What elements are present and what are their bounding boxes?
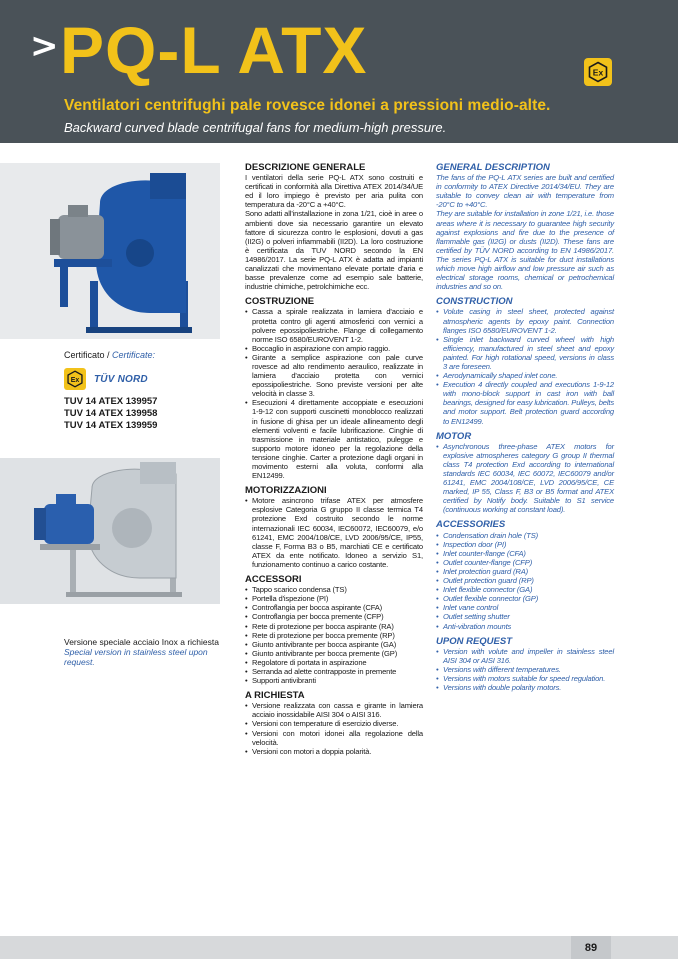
- tuv-nord-logo: TÜV NORD: [94, 373, 148, 385]
- english-column: [436, 163, 614, 692]
- list-item: • Versioni con temperature di esercizio diverse.: [245, 719, 423, 728]
- list-item: • Outlet setting shutter: [436, 612, 614, 621]
- cert-logos: [64, 366, 214, 392]
- cert-codes: [64, 396, 214, 432]
- bullet-list: [245, 585, 423, 685]
- product-title: PQ-L ATX: [60, 13, 368, 87]
- section-title: DESCRIZIONE GENERALE: [245, 162, 366, 173]
- list-item: • Regolatore di portata in aspirazione: [245, 658, 423, 667]
- list-item: • Versioni con motori a doppia polarità.: [245, 747, 423, 756]
- list-item: • Versions with different temperatures.: [436, 665, 614, 674]
- fan-photo-blue: [0, 163, 220, 339]
- bullet-list: [245, 496, 423, 569]
- bullet-list: [245, 307, 423, 480]
- section-title: GENERAL DESCRIPTION: [436, 162, 550, 173]
- left-column: [0, 163, 220, 923]
- bullet-list: [436, 531, 614, 631]
- list-item: • Esecuzioni 4 direttamente accoppiate e esecuzioni 1-9-12 con supporti cuscinetti monoblocco realizzati in fusione di ghisa per un ideale allineamento degli elementi volventi e facile lubrificazione. Cinghie di trasmissione in materiale antistatico, pulegge e supporto motore idoneo per la regolazione della tensione cinghie. Carter a protezione dagli organi in movimento esterni alla voluta, conformi alla EN12499.: [245, 398, 423, 480]
- list-item: • Outlet counter-flange (CFP): [436, 558, 614, 567]
- stainless-caption: Versione speciale acciaio Inox a richiesta Special version in stainless steel upon request.: [64, 637, 219, 667]
- atex-logo-icon: [64, 368, 86, 390]
- page-header: [0, 0, 678, 143]
- list-item: • Versioni con motori idonei alla regolazione della velocità.: [245, 729, 423, 747]
- list-item: • Boccaglio in aspirazione con ampio raggio.: [245, 344, 423, 353]
- bullet-list: [436, 307, 614, 425]
- list-item: • Volute casing in steel sheet, protected against atmospheric agents by epoxy paint. Connection flanges ISO 6580/EUROVENT 1-2.: [436, 307, 614, 334]
- list-item: • Single inlet backward curved wheel with high efficiency, manufactured in steel sheet and epoxy painted. For high rotational speed, versions in class 3 are foreseen.: [436, 335, 614, 371]
- list-item: • Version with volute and impeller in stainless steel AISI 304 or AISI 316.: [436, 647, 614, 665]
- paragraph: The fans of the PQ-L ATX series are built and certified in conformity to ATEX Directive 2014/34/EU. They are suitable to convey clean air with temperature from -20°C to +40°C.: [436, 173, 614, 210]
- italian-column: [245, 163, 423, 756]
- subtitle-english: Backward curved blade centrifugal fans for medium-high pressure.: [64, 120, 447, 135]
- bullet-list: [436, 647, 614, 692]
- list-item: • Versions with double polarity motors.: [436, 683, 614, 692]
- page-footer: [0, 936, 678, 959]
- list-item: • Tappo scarico condensa (TS): [245, 585, 423, 594]
- cert-code: TUV 14 ATEX 139959: [64, 420, 158, 431]
- section-title: A RICHIESTA: [245, 690, 305, 702]
- list-item: • Outlet flexible connector (GP): [436, 594, 614, 603]
- list-item: • Inspection door (PI): [436, 540, 614, 549]
- list-item: • Execution 4 directly coupled and executions 1-9-12 with mono-block support in cast iron with ball bearings, designed for easy lubrication. Pulleys, belts and motor support. Belt protection guard according to EN12499.: [436, 380, 614, 425]
- list-item: • Controflangia per bocca premente (CFP): [245, 612, 423, 621]
- list-item: • Portella d'ispezione (PI): [245, 594, 423, 603]
- paragraph: I ventilatori della serie PQ-L ATX sono costruiti e certificati in conformità alla Direttiva ATEX 2014/34/UE ed il loro impiego è previsto per aria pulita con temperatura da -20°C a +40°C.: [245, 173, 423, 210]
- list-item: • Versions with motors suitable for speed regulation.: [436, 674, 614, 683]
- svg-text:Ex: Ex: [70, 376, 80, 384]
- section-title: UPON REQUEST: [436, 635, 513, 647]
- list-item: • Serranda ad alette contrapposte in premente: [245, 667, 423, 676]
- list-item: • Giunto antivibrante per bocca premente (GP): [245, 649, 423, 658]
- list-item: • Giunto antivibrante per bocca aspirante (GA): [245, 640, 423, 649]
- chevron-icon: >: [30, 26, 59, 66]
- fan-photo-stainless: [0, 458, 220, 604]
- section-title: ACCESSORIES: [436, 519, 506, 531]
- page-number: 89: [571, 936, 611, 959]
- section-title: CONSTRUCTION: [436, 296, 513, 308]
- list-item: • Inlet protection guard (RA): [436, 567, 614, 576]
- cert-code: TUV 14 ATEX 139957: [64, 396, 158, 407]
- list-item: • Inlet vane control: [436, 603, 614, 612]
- list-item: • Asynchronous three-phase ATEX motors for explosive atmospheres category G group II thermal class T4 protection Exd according to international standards IEC 60034, IEC 60072, IEC60079 and/or 61241, EMC 2004/108/CE, LVD 2006/95/CE, CE marked, IP 55, Class F, B3 or B5 format and ATEX certified by Notify body. Suitable to S1 service (continuous working at constant load).: [436, 442, 614, 515]
- list-item: • Inlet flexible connector (GA): [436, 585, 614, 594]
- list-item: • Condensation drain hole (TS): [436, 531, 614, 540]
- list-item: • Controflangia per bocca aspirante (CFA): [245, 603, 423, 612]
- list-item: • Aerodynamically shaped inlet cone.: [436, 371, 614, 380]
- cert-code: TUV 14 ATEX 139958: [64, 408, 158, 419]
- list-item: • Versione realizzata con cassa e girante in lamiera acciaio inossidabile AISI 304 o AISI 316.: [245, 701, 423, 719]
- paragraph: They are suitable for installation in zone 1/21, i.e. those areas where it is necessary to guarantee high security against explosions and fire due to the presence of flammable gas (II2G) or dusts (II2D). These fans are certified by TÜV NORD according to EN 14986/2017. The series PQ-L ATX is suitable for duct installations which move high airflow and low pressure air such as electrical storage rooms, chemical or petrochemical industries and so on.: [436, 209, 614, 292]
- list-item: • Girante a semplice aspirazione con pale curve rovesce ad alto rendimento aeraulico, realizzate in lamiera d'acciaio protetta con vernici epossipoliestriche. Sono previste versioni per alte velocità in classe 3.: [245, 353, 423, 398]
- list-item: • Supporti antivibranti: [245, 676, 423, 685]
- paragraph: Sono adatti all'installazione in zona 1/21, cioè in aree o ambienti dove sia necessario garantire un elevato fattore di sicurezza contro le esplosioni, dovuti a gas (II2G) o polveri infiammabili (II2D). La loro costruzione è certificata da TUV NORD secondo la EN 14986/2017. La serie PQ-L ATX è adatta ad impianti canalizzati che movimentano elevate portate d'aria e basse prevalenze come ad esempio sale batterie, industrie chimiche, petrolchimiche ecc.: [245, 209, 423, 292]
- list-item: • Inlet counter-flange (CFA): [436, 549, 614, 558]
- certification-block: [64, 350, 214, 432]
- list-item: • Cassa a spirale realizzata in lamiera d'acciaio e protetta contro gli agenti atmosferici con vernici a polvere epossipoliestriche. Flange di collegamento norme ISO 6580/EUROVENT 1-2.: [245, 307, 423, 343]
- section-title: COSTRUZIONE: [245, 296, 315, 308]
- list-item: • Rete di protezione per bocca premente (RP): [245, 631, 423, 640]
- section-title: MOTOR: [436, 430, 472, 442]
- bullet-list: [245, 701, 423, 756]
- list-item: • Anti-vibration mounts: [436, 622, 614, 631]
- svg-text:Ex: Ex: [592, 67, 604, 78]
- cert-label: Certificato / Certificate:: [64, 350, 156, 360]
- atex-ex-icon: [584, 58, 612, 86]
- section-title: ACCESSORI: [245, 574, 302, 586]
- subtitle-italian: Ventilatori centrifughi pale rovesce idonei a pressioni medio-alte.: [64, 97, 551, 114]
- list-item: • Outlet protection guard (RP): [436, 576, 614, 585]
- section-title: MOTORIZZAZIONI: [245, 485, 327, 497]
- list-item: • Rete di protezione per bocca aspirante (RA): [245, 622, 423, 631]
- bullet-list: [436, 442, 614, 515]
- list-item: • Motore asincrono trifase ATEX per atmosfere esplosive Categoria G gruppo II classe termica T4 protezione Exd costruito secondo le norme internazionali IEC 60034, IEC60072, IEC60079, e/o 61241, EMC 2004/108/CE, LVD 2006/95/CE, IP55, classe F, Forma B3 o B5, marchiati CE e certificato ATEX da ente notificato. Idoneo a servizio S1, funzionamento continuo a carico costante.: [245, 496, 423, 569]
